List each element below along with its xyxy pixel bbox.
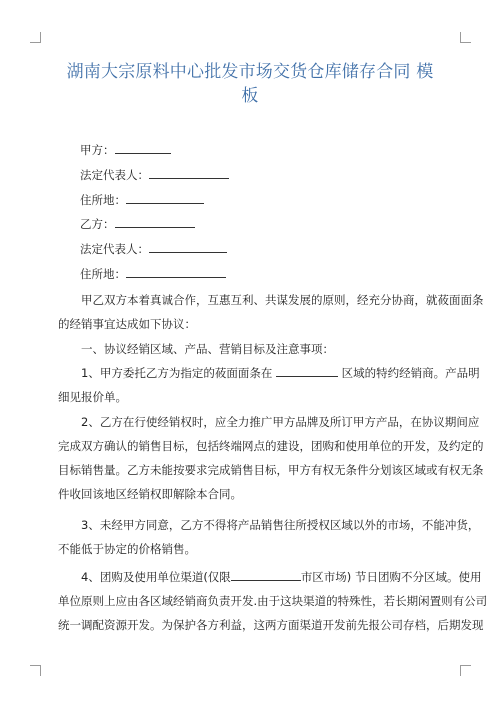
party-a-address-line (80, 191, 204, 208)
intro-line-2: 的经销事宜达成如下协议： (58, 317, 196, 331)
clause-1-region-blank[interactable] (276, 362, 338, 377)
party-b-address-line (80, 265, 226, 282)
clause-4-line-2: 单位原则上应由各区域经销商负责开发.由于这块渠道的特殊性，若长期闲置则有公司 (58, 594, 488, 608)
party-b-label: 乙方： (80, 217, 115, 231)
clause-4-before-blank: 4、团购及使用单位渠道(仅限 (81, 570, 231, 584)
clause-1 (58, 361, 480, 409)
party-a-rep-label: 法定代表人： (80, 168, 149, 182)
clause-2-line-2: 完成双方确认的销售目标，包括终端网点的建设，团购和使用单位的开发，及约定的 (58, 439, 484, 453)
party-b-rep-line (80, 240, 227, 257)
document-title-line-2: 板 (241, 86, 259, 106)
clause-4-after-blank: 市区市场) 节日团购不分区域。使用 (300, 570, 482, 584)
party-a-rep-line (80, 166, 229, 183)
party-a-address-blank[interactable] (126, 191, 204, 204)
corner-mark-top-left (30, 32, 41, 43)
clause-3-line-2: 不能低于协定的价格销售。 (58, 542, 196, 556)
clause-3-line-1: 3、未经甲方同意，乙方不得将产品销售往所授权区域以外的市场，不能冲货， (81, 518, 480, 532)
corner-mark-bottom-left (30, 665, 41, 676)
party-a-blank[interactable] (115, 141, 171, 154)
party-b-address-blank[interactable] (126, 265, 226, 278)
party-b-line (80, 215, 195, 232)
clause-2-line-1: 2、乙方在行使经销权时，应全力推广甲方品牌及所订甲方产品，在协议期间应 (81, 415, 480, 429)
intro-paragraph (58, 288, 484, 336)
party-b-rep-blank[interactable] (149, 240, 227, 253)
clause-3 (58, 513, 480, 561)
intro-line-1: 甲乙双方本着真诚合作，互惠互利、共谋发展的原则，经充分协商，就莜面面条 (81, 293, 484, 307)
section-1-heading (58, 337, 442, 361)
party-a-rep-blank[interactable] (149, 166, 229, 179)
clause-1-line-1 (58, 361, 480, 385)
party-b-blank[interactable] (115, 215, 195, 228)
document-title (58, 60, 442, 108)
clause-4 (58, 565, 488, 637)
section-1-heading-text: 一、协议经销区域、产品、营销目标及注意事项： (81, 342, 334, 356)
party-a-line (80, 141, 171, 158)
clause-2-line-3: 目标销售量。乙方未能按要求完成销售目标，甲方有权无条件分划该区域或有权无条 (58, 463, 484, 477)
corner-mark-bottom-right (460, 665, 471, 676)
clause-2-line-4: 件收回该地区经销权即解除本合同。 (58, 487, 242, 501)
clause-1-before-blank: 1、甲方委托乙方为指定的莜面面条在 (81, 366, 273, 380)
party-a-label: 甲方： (80, 143, 115, 157)
party-b-address-label: 住所地： (80, 267, 126, 281)
party-b-rep-label: 法定代表人： (80, 242, 149, 256)
clause-1-after-blank: 区域的特约经销商。产品明 (341, 366, 480, 380)
document-title-line-1: 湖南大宗原料中心批发市场交货仓库储存合同 模 (66, 62, 434, 82)
corner-mark-top-right (460, 32, 471, 43)
clause-4-city-blank[interactable] (231, 566, 301, 581)
party-a-address-label: 住所地： (80, 193, 126, 207)
clause-4-line-3: 统一调配资源开发。为保护各方利益，这两方面渠道开发前先报公司存档，后期发现 (58, 618, 484, 632)
clause-2 (58, 410, 484, 506)
clause-4-line-1 (58, 565, 482, 589)
clause-1-line-2: 细见报价单。 (58, 390, 127, 404)
